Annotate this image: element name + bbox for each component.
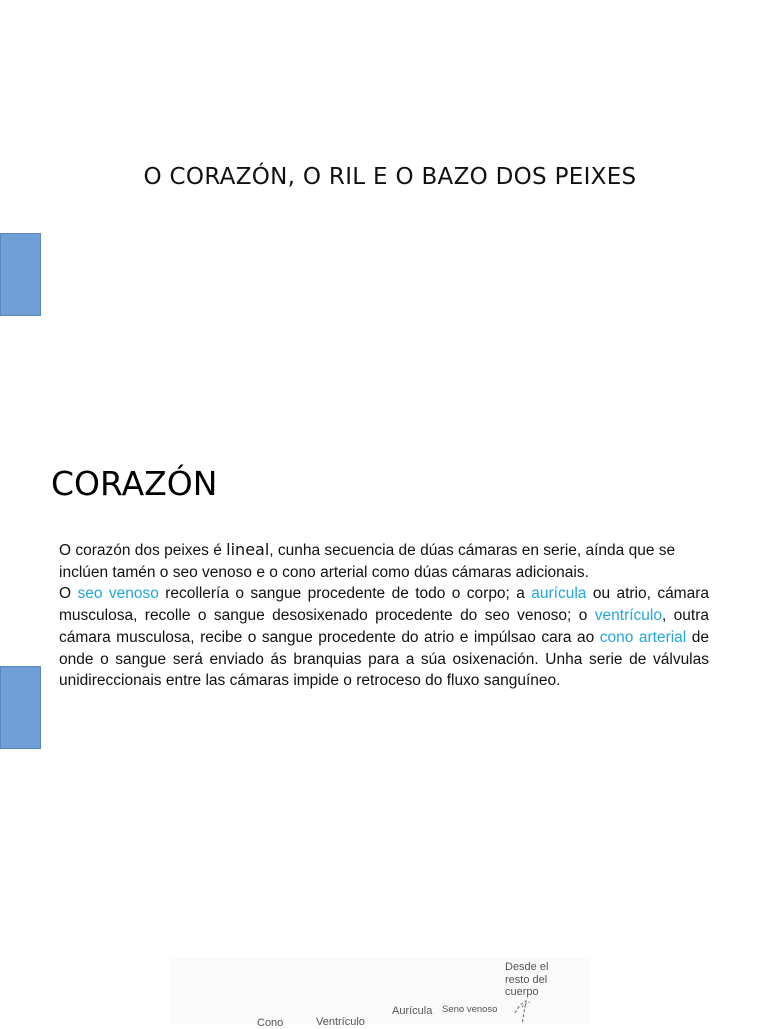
- term-ventriculo: ventrículo: [594, 607, 662, 625]
- slide-title: O CORAZÓN, O RIL E O BAZO DOS PEIXES: [143, 164, 637, 190]
- section-heading: CORAZÓN: [51, 464, 218, 503]
- desc-part1: O: [59, 585, 78, 603]
- content-slide: [0, 431, 768, 1029]
- label-ventriculo: Ventrículo: [316, 1016, 365, 1028]
- description-paragraph: [59, 583, 709, 692]
- accent-bar: [0, 666, 41, 749]
- label-auricula: Aurícula: [392, 1005, 433, 1017]
- title-slide: [0, 0, 768, 431]
- body-text: [59, 539, 709, 692]
- keyword-lineal: lineal: [226, 540, 270, 559]
- vessel-outline: [515, 1001, 526, 1024]
- term-seo-venoso: seo venoso: [77, 585, 159, 603]
- vessel-inner-line: [522, 1002, 530, 1007]
- heart-diagram: [170, 951, 590, 1029]
- label-cono: Cono: [257, 1017, 284, 1029]
- desc-part3: ou atrio, cámara musculosa, recolle o sangue desosixenado procedente do seo venoso; o: [59, 585, 709, 625]
- intro-before: O corazón dos peixes é: [59, 542, 227, 559]
- intro-after: , cunha secuencia de dúas cámaras en serie, aínda que se inclúen tamén o seo venoso e o cono arterial como dúas cámaras adicionais.: [59, 542, 676, 581]
- desc-part4: , outra cámara musculosa, recibe o sangue procedente do atrio e impúlsao cara ao: [59, 607, 709, 646]
- label-desde-el-resto-del-cuerpo: [505, 961, 585, 999]
- label-desde-line1: Desde el: [505, 961, 549, 973]
- label-desde-line2: resto del: [505, 973, 548, 986]
- intro-paragraph: [59, 539, 709, 583]
- label-desde-line3: cuerpo: [505, 986, 539, 998]
- label-seno-venoso: Seno venoso: [442, 1004, 498, 1015]
- term-auricula: aurícula: [531, 585, 587, 603]
- accent-bar: [0, 233, 41, 316]
- desc-part2: recollería o sangue procedente de todo o corpo; a: [158, 585, 532, 603]
- desc-part5: de onde o sangue será enviado ás branquias para a súa osixenación. Unha serie de válvulas unidireccionais entre las cámaras impide o retroceso do fluxo sanguíneo.: [59, 628, 709, 690]
- term-cono-arterial: cono arterial: [599, 628, 687, 646]
